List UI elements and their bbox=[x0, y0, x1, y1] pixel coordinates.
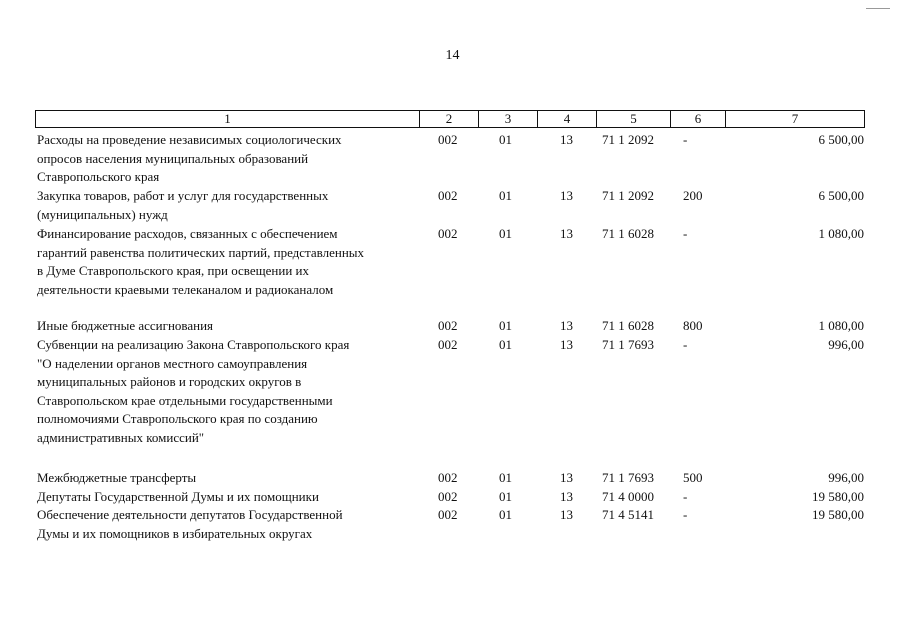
row-amount: 1 080,00 bbox=[818, 318, 864, 333]
row-code-subsection: 13 bbox=[560, 337, 573, 352]
row-code-expense-type: 800 bbox=[683, 318, 703, 333]
row-code-expense-type: - bbox=[683, 226, 688, 241]
row-name-line: гарантий равенства политических партий, представленных bbox=[37, 244, 365, 260]
row-name-line: муниципальных районов и городских округов в bbox=[37, 374, 302, 389]
row-code-section: 01 bbox=[499, 337, 512, 352]
header-col-1: 1 bbox=[35, 110, 420, 128]
row-name-line: Субвенции на реализацию Закона Ставропольского края bbox=[37, 337, 350, 352]
row-name-line: опросов населения муниципальных образований bbox=[37, 150, 309, 166]
row-name-line: Обеспечение деятельности депутатов Государственной bbox=[37, 507, 343, 522]
table-body bbox=[0, 131, 905, 544]
row-code-target: 71 1 2092 bbox=[602, 132, 654, 147]
header-col-2: 2 bbox=[419, 110, 479, 128]
row-code-subsection: 13 bbox=[560, 132, 573, 147]
row-name bbox=[37, 225, 422, 299]
row-code-subsection: 13 bbox=[560, 188, 573, 203]
table-row bbox=[0, 317, 905, 336]
header-col-7: 7 bbox=[725, 110, 865, 128]
row-name bbox=[37, 187, 422, 224]
row-code-admin: 002 bbox=[438, 489, 458, 504]
table-row bbox=[0, 187, 905, 225]
row-code-admin: 002 bbox=[438, 132, 458, 147]
row-name-line: Межбюджетные трансферты bbox=[37, 470, 197, 485]
row-code-subsection: 13 bbox=[560, 470, 573, 485]
row-name-line: Ставропольского края bbox=[37, 169, 160, 184]
row-name-line: (муниципальных) нужд bbox=[37, 206, 168, 222]
header-col-3: 3 bbox=[478, 110, 538, 128]
row-amount: 996,00 bbox=[828, 337, 864, 352]
row-code-section: 01 bbox=[499, 132, 512, 147]
row-name-line: Депутаты Государственной Думы и их помощники bbox=[37, 489, 319, 504]
row-code-expense-type: 500 bbox=[683, 470, 703, 485]
row-code-target: 71 1 7693 bbox=[602, 470, 654, 485]
header-col-5: 5 bbox=[596, 110, 671, 128]
header-col-4: 4 bbox=[537, 110, 597, 128]
row-code-target: 71 4 5141 bbox=[602, 507, 654, 522]
row-name-line: в Думе Ставропольского края, при освещении их bbox=[37, 263, 309, 278]
row-name-line: Ставропольском крае отдельными государственными bbox=[37, 392, 333, 408]
row-code-target: 71 1 6028 bbox=[602, 318, 654, 333]
row-name bbox=[37, 469, 422, 488]
table-row bbox=[0, 225, 905, 317]
row-code-expense-type: - bbox=[683, 132, 688, 147]
table-row bbox=[0, 469, 905, 488]
row-name-line: полномочиями Ставропольского края по созданию bbox=[37, 411, 318, 426]
row-code-subsection: 13 bbox=[560, 226, 573, 241]
row-code-section: 01 bbox=[499, 507, 512, 522]
row-name-line: "О наделении органов местного самоуправления bbox=[37, 355, 308, 371]
row-name bbox=[37, 336, 422, 447]
row-code-admin: 002 bbox=[438, 337, 458, 352]
row-code-admin: 002 bbox=[438, 188, 458, 203]
row-name-line: административных комиссий" bbox=[37, 429, 205, 445]
row-code-section: 01 bbox=[499, 489, 512, 504]
row-code-subsection: 13 bbox=[560, 318, 573, 333]
row-code-section: 01 bbox=[499, 188, 512, 203]
row-name-line: Расходы на проведение независимых социологических bbox=[37, 132, 342, 147]
row-code-expense-type: 200 bbox=[683, 188, 703, 203]
row-name bbox=[37, 131, 422, 187]
row-code-target: 71 1 7693 bbox=[602, 337, 654, 352]
row-amount: 996,00 bbox=[828, 470, 864, 485]
row-name-line: деятельности краевыми телеканалом и радиоканалом bbox=[37, 281, 334, 297]
page-number: 14 bbox=[445, 48, 460, 63]
table-row bbox=[0, 506, 905, 544]
table-row bbox=[0, 488, 905, 506]
row-code-target: 71 1 6028 bbox=[602, 226, 654, 241]
row-code-expense-type: - bbox=[683, 507, 688, 522]
row-amount: 6 500,00 bbox=[818, 188, 864, 203]
row-amount: 1 080,00 bbox=[818, 226, 864, 241]
row-name bbox=[37, 506, 422, 543]
row-name-line: Закупка товаров, работ и услуг для государственных bbox=[37, 188, 329, 203]
row-code-admin: 002 bbox=[438, 507, 458, 522]
table-row bbox=[0, 336, 905, 469]
row-amount: 6 500,00 bbox=[818, 132, 864, 147]
row-name-line: Иные бюджетные ассигнования bbox=[37, 318, 214, 333]
row-code-target: 71 1 2092 bbox=[602, 188, 654, 203]
table-header bbox=[35, 110, 865, 128]
row-name-line: Думы и их помощников в избирательных округах bbox=[37, 525, 313, 541]
table-row bbox=[0, 131, 905, 187]
header-col-6: 6 bbox=[670, 110, 726, 128]
row-code-target: 71 4 0000 bbox=[602, 489, 654, 504]
row-code-admin: 002 bbox=[438, 226, 458, 241]
row-code-section: 01 bbox=[499, 318, 512, 333]
row-code-subsection: 13 bbox=[560, 489, 573, 504]
row-name-line: Финансирование расходов, связанных с обеспечением bbox=[37, 226, 338, 241]
corner-mark bbox=[866, 8, 890, 9]
row-amount: 19 580,00 bbox=[812, 489, 864, 504]
row-code-expense-type: - bbox=[683, 489, 688, 504]
row-code-expense-type: - bbox=[683, 337, 688, 352]
row-name bbox=[37, 317, 422, 336]
row-code-admin: 002 bbox=[438, 318, 458, 333]
row-name bbox=[37, 488, 422, 507]
row-code-section: 01 bbox=[499, 226, 512, 241]
row-code-admin: 002 bbox=[438, 470, 458, 485]
row-code-subsection: 13 bbox=[560, 507, 573, 522]
row-amount: 19 580,00 bbox=[812, 507, 864, 522]
row-code-section: 01 bbox=[499, 470, 512, 485]
